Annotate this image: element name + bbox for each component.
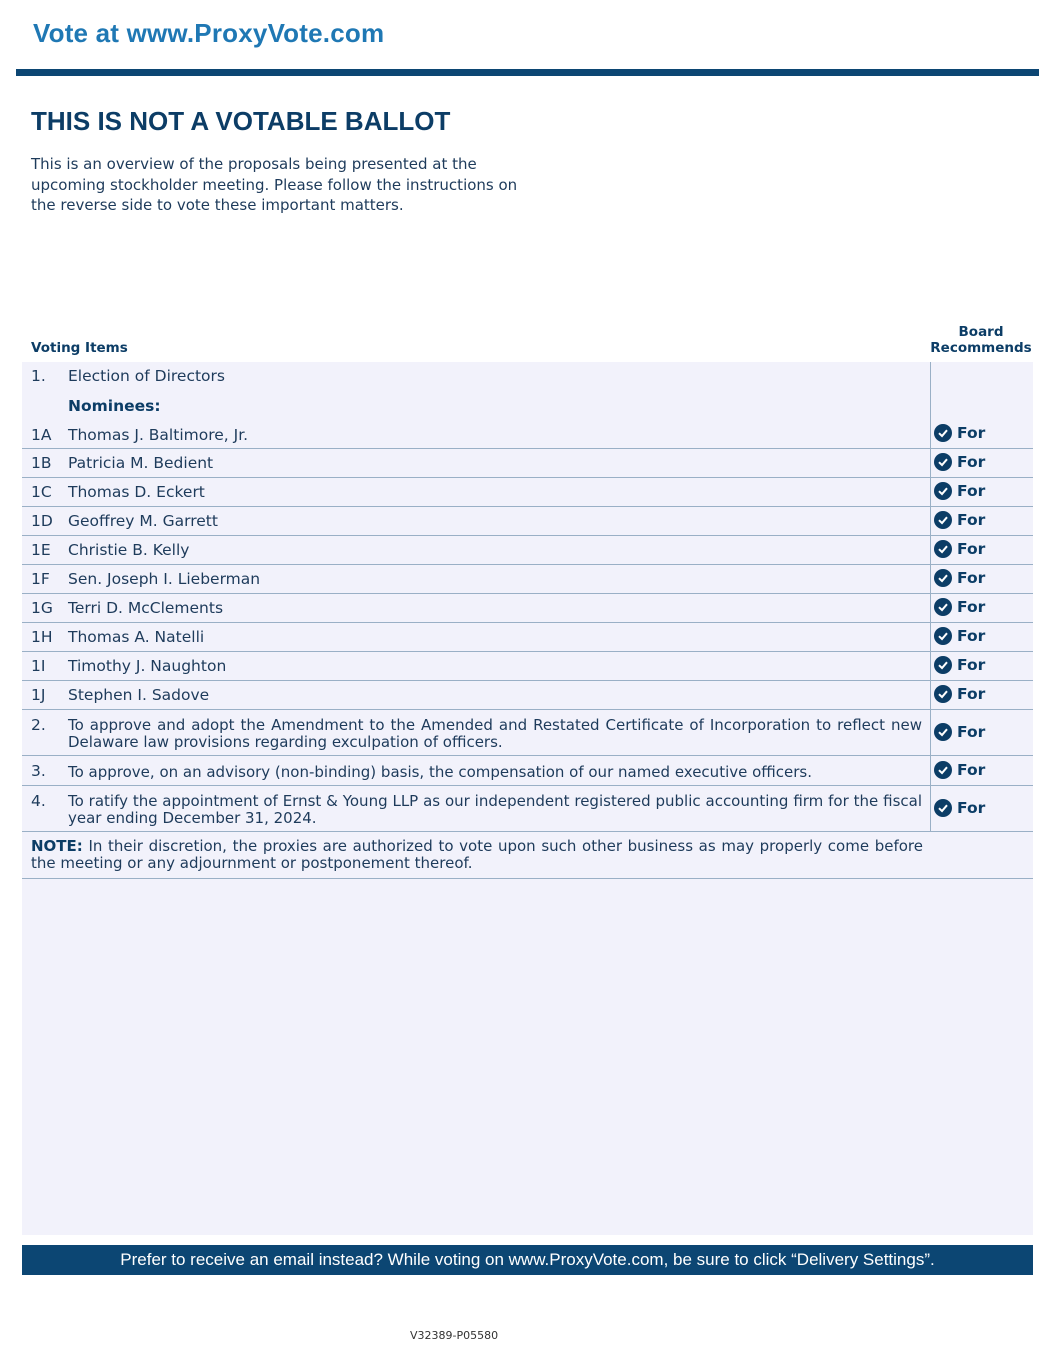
board-recommends-line2: Recommends bbox=[930, 340, 1032, 356]
proposal-row bbox=[22, 756, 1033, 786]
nominee-row bbox=[22, 681, 1033, 710]
proposal-number: 4. bbox=[31, 792, 46, 810]
nominee-name: Thomas A. Natelli bbox=[68, 628, 205, 646]
nominee-number: 1B bbox=[31, 454, 52, 472]
recommendation-label: For bbox=[957, 799, 986, 817]
board-recommendation bbox=[934, 656, 985, 674]
intro-paragraph: This is an overview of the proposals being presented at the upcoming stockholder meeting. Please follow the instructions on the reverse side to vote these important matters. bbox=[31, 155, 518, 214]
note-divider bbox=[22, 878, 1033, 879]
nominee-row bbox=[22, 536, 1033, 565]
board-recommendation bbox=[934, 511, 985, 529]
item-text: Election of Directors bbox=[68, 367, 225, 385]
board-recommends-line1: Board bbox=[958, 324, 1004, 340]
checkmark-icon bbox=[934, 685, 952, 703]
board-recommendation bbox=[934, 761, 985, 779]
board-recommendation bbox=[934, 424, 985, 442]
board-recommendation bbox=[934, 569, 985, 587]
board-recommendation bbox=[934, 482, 985, 500]
item-row-1 bbox=[22, 362, 1033, 391]
board-recommendation bbox=[934, 453, 985, 471]
note-text: In their discretion, the proxies are authorized to vote upon such other business as may properly come before the meeting or any adjournment or postponement thereof. bbox=[31, 837, 923, 872]
proposal-number: 3. bbox=[31, 762, 46, 780]
board-recommendation bbox=[934, 685, 985, 703]
recommendation-label: For bbox=[957, 627, 986, 645]
nominee-row bbox=[22, 420, 1033, 449]
nominee-number: 1H bbox=[31, 628, 53, 646]
header-divider bbox=[16, 69, 1039, 76]
nominee-name: Sen. Joseph I. Lieberman bbox=[68, 570, 261, 588]
proposal-row bbox=[22, 710, 1033, 756]
checkmark-icon bbox=[934, 424, 952, 442]
recommendation-label: For bbox=[957, 723, 986, 741]
nominee-row bbox=[22, 565, 1033, 594]
email-delivery-banner: Prefer to receive an email instead? While voting on www.ProxyVote.com, be sure to click “Delivery Settings”. bbox=[22, 1245, 1033, 1275]
proposal-number: 2. bbox=[31, 716, 46, 734]
nominees-label: Nominees: bbox=[68, 397, 161, 415]
board-recommends-header bbox=[929, 324, 1033, 356]
nominee-name: Stephen I. Sadove bbox=[68, 686, 210, 704]
recommendation-label: For bbox=[957, 685, 986, 703]
page-title: THIS IS NOT A VOTABLE BALLOT bbox=[31, 106, 451, 136]
checkmark-icon bbox=[934, 511, 952, 529]
nominee-name: Timothy J. Naughton bbox=[68, 657, 227, 675]
nominee-row bbox=[22, 652, 1033, 681]
checkmark-icon bbox=[934, 656, 952, 674]
note-paragraph bbox=[31, 838, 923, 872]
nominee-number: 1G bbox=[31, 599, 53, 617]
note-label: NOTE: bbox=[31, 837, 83, 855]
proposal-text: To ratify the appointment of Ernst & Young LLP as our independent registered public accounting firm for the fiscal year ending December 31, 2024. bbox=[68, 792, 922, 827]
checkmark-icon bbox=[934, 761, 952, 779]
voting-items-header: Voting Items bbox=[31, 340, 128, 356]
nominee-row bbox=[22, 449, 1033, 478]
nominee-number: 1C bbox=[31, 483, 52, 501]
nominee-name: Thomas D. Eckert bbox=[68, 483, 205, 501]
board-recommendation bbox=[934, 540, 985, 558]
proposal-text: To approve and adopt the Amendment to the Amended and Restated Certificate of Incorporation to reflect new Delaware law provisions regarding exculpation of officers. bbox=[68, 716, 922, 751]
nominees-label-row bbox=[22, 391, 1033, 420]
recommendation-label: For bbox=[957, 482, 986, 500]
checkmark-icon bbox=[934, 627, 952, 645]
checkmark-icon bbox=[934, 569, 952, 587]
nominee-number: 1F bbox=[31, 570, 50, 588]
recommendation-label: For bbox=[957, 656, 986, 674]
recommendation-label: For bbox=[957, 598, 986, 616]
recommendation-label: For bbox=[957, 569, 986, 587]
nominee-name: Terri D. McClements bbox=[68, 599, 224, 617]
recommendation-label: For bbox=[957, 424, 986, 442]
recommendation-label: For bbox=[957, 511, 986, 529]
nominee-name: Patricia M. Bedient bbox=[68, 454, 214, 472]
nominee-name: Thomas J. Baltimore, Jr. bbox=[68, 426, 249, 444]
document-code: V32389-P05580 bbox=[410, 1329, 499, 1342]
recommendation-label: For bbox=[957, 761, 986, 779]
nominee-name: Geoffrey M. Garrett bbox=[68, 512, 218, 530]
checkmark-icon bbox=[934, 540, 952, 558]
proposal-text: To approve, on an advisory (non-binding) basis, the compensation of our named executive officers. bbox=[68, 763, 813, 781]
nominee-name: Christie B. Kelly bbox=[68, 541, 190, 559]
nominee-row bbox=[22, 478, 1033, 507]
nominee-row bbox=[22, 594, 1033, 623]
nominee-row bbox=[22, 623, 1033, 652]
nominee-number: 1A bbox=[31, 426, 52, 444]
checkmark-icon bbox=[934, 598, 952, 616]
checkmark-icon bbox=[934, 453, 952, 471]
checkmark-icon bbox=[934, 482, 952, 500]
nominee-number: 1E bbox=[31, 541, 51, 559]
item-number: 1. bbox=[31, 367, 46, 385]
checkmark-icon bbox=[934, 799, 952, 817]
board-recommendation bbox=[934, 723, 985, 741]
recommendation-label: For bbox=[957, 540, 986, 558]
nominee-number: 1J bbox=[31, 686, 46, 704]
proposal-row bbox=[22, 786, 1033, 832]
board-recommendation bbox=[934, 598, 985, 616]
board-recommendation bbox=[934, 799, 985, 817]
nominee-row bbox=[22, 507, 1033, 536]
board-recommendation bbox=[934, 627, 985, 645]
checkmark-icon bbox=[934, 723, 952, 741]
recommendation-label: For bbox=[957, 453, 986, 471]
proxyvote-header-link[interactable]: Vote at www.ProxyVote.com bbox=[33, 18, 385, 48]
nominee-number: 1D bbox=[31, 512, 53, 530]
nominee-number: 1I bbox=[31, 657, 46, 675]
